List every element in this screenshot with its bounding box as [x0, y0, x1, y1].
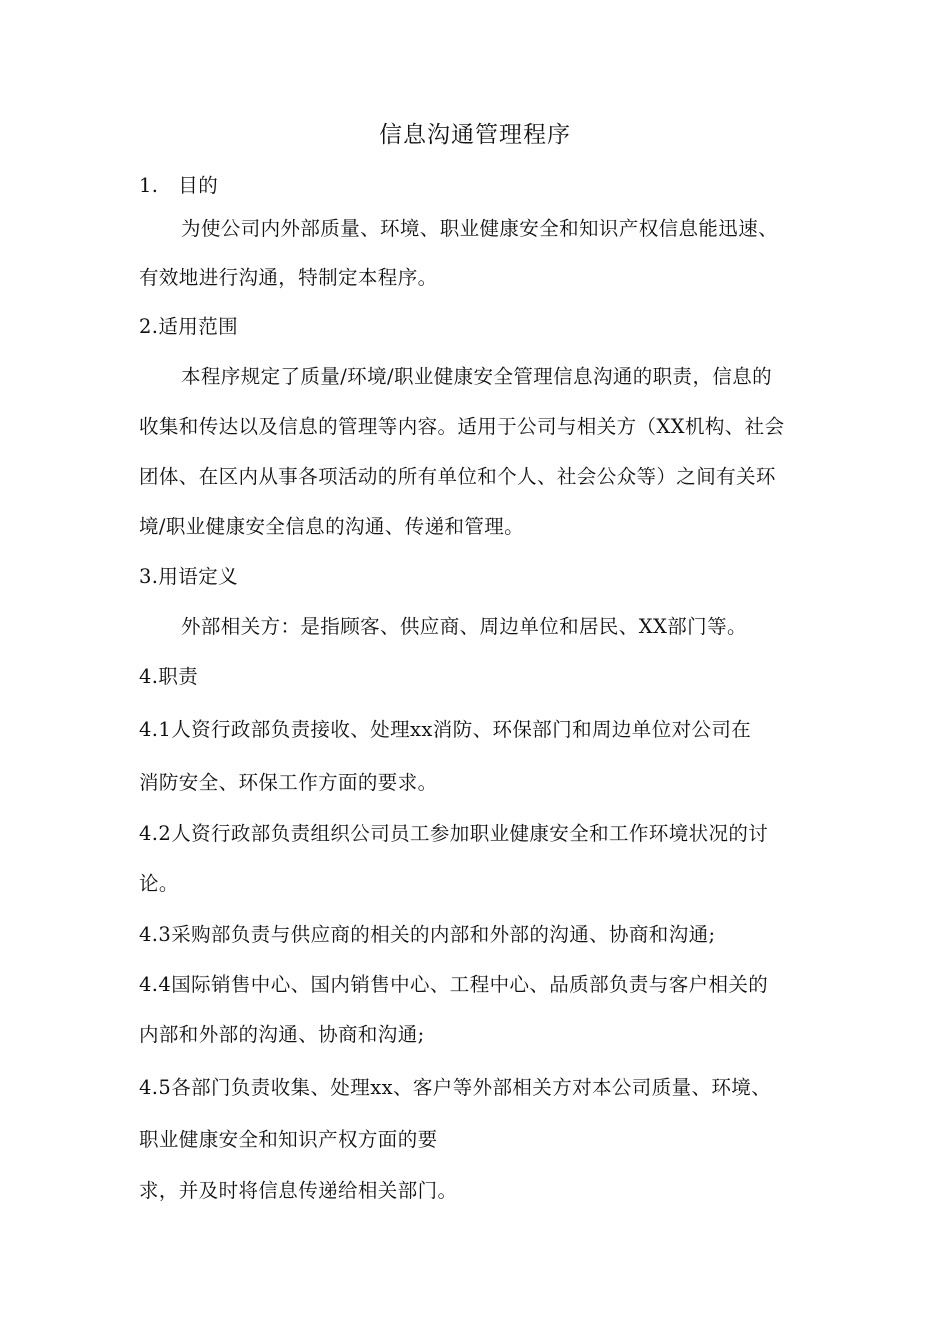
document-title: 信息沟通管理程序	[379, 122, 571, 148]
paragraph-line: 为使公司内外部质量、环境、职业健康安全和知识产权信息能迅速、	[181, 217, 779, 240]
paragraph-line: 4.4国际销售中心、国内销售中心、工程中心、品质部负责与客户相关的	[139, 973, 769, 996]
paragraph-line: 本程序规定了质量/环境/职业健康安全管理信息沟通的职责，信息的	[181, 365, 773, 388]
paragraph-line: 4.5各部门负责收集、处理xx、客户等外部相关方对本公司质量、环境、	[139, 1076, 772, 1099]
paragraph-line: 收集和传达以及信息的管理等内容。适用于公司与相关方（XX机构、社会	[139, 415, 785, 438]
paragraph-line: 境/职业健康安全信息的沟通、传递和管理。	[139, 515, 525, 538]
paragraph-line: 4.3采购部负责与供应商的相关的内部和外部的沟通、协商和沟通;	[139, 923, 716, 946]
section-heading-responsibilities: 4.职责	[139, 665, 199, 688]
paragraph-line: 论。	[139, 872, 179, 895]
paragraph-line: 4.1人资行政部负责接收、处理xx消防、环保部门和周边单位对公司在	[139, 718, 752, 741]
section-heading-purpose: 1. 目的	[139, 174, 219, 197]
section-heading-definitions: 3.用语定义	[139, 565, 239, 588]
paragraph-line: 内部和外部的沟通、协商和沟通;	[139, 1023, 425, 1046]
paragraph-line: 消防安全、环保工作方面的要求。	[139, 771, 438, 794]
paragraph-line: 4.2人资行政部负责组织公司员工参加职业健康安全和工作环境状况的讨	[139, 822, 769, 845]
paragraph-line: 外部相关方：是指顾客、供应商、周边单位和居民、XX部门等。	[181, 615, 747, 638]
paragraph-line: 求，并及时将信息传递给相关部门。	[139, 1179, 458, 1202]
section-heading-scope: 2.适用范围	[139, 315, 239, 338]
paragraph-line: 职业健康安全和知识产权方面的要	[139, 1128, 438, 1151]
paragraph-line: 团体、在区内从事各项活动的所有单位和个人、社会公众等）之间有关环	[139, 465, 776, 488]
paragraph-line: 有效地进行沟通，特制定本程序。	[139, 266, 438, 289]
